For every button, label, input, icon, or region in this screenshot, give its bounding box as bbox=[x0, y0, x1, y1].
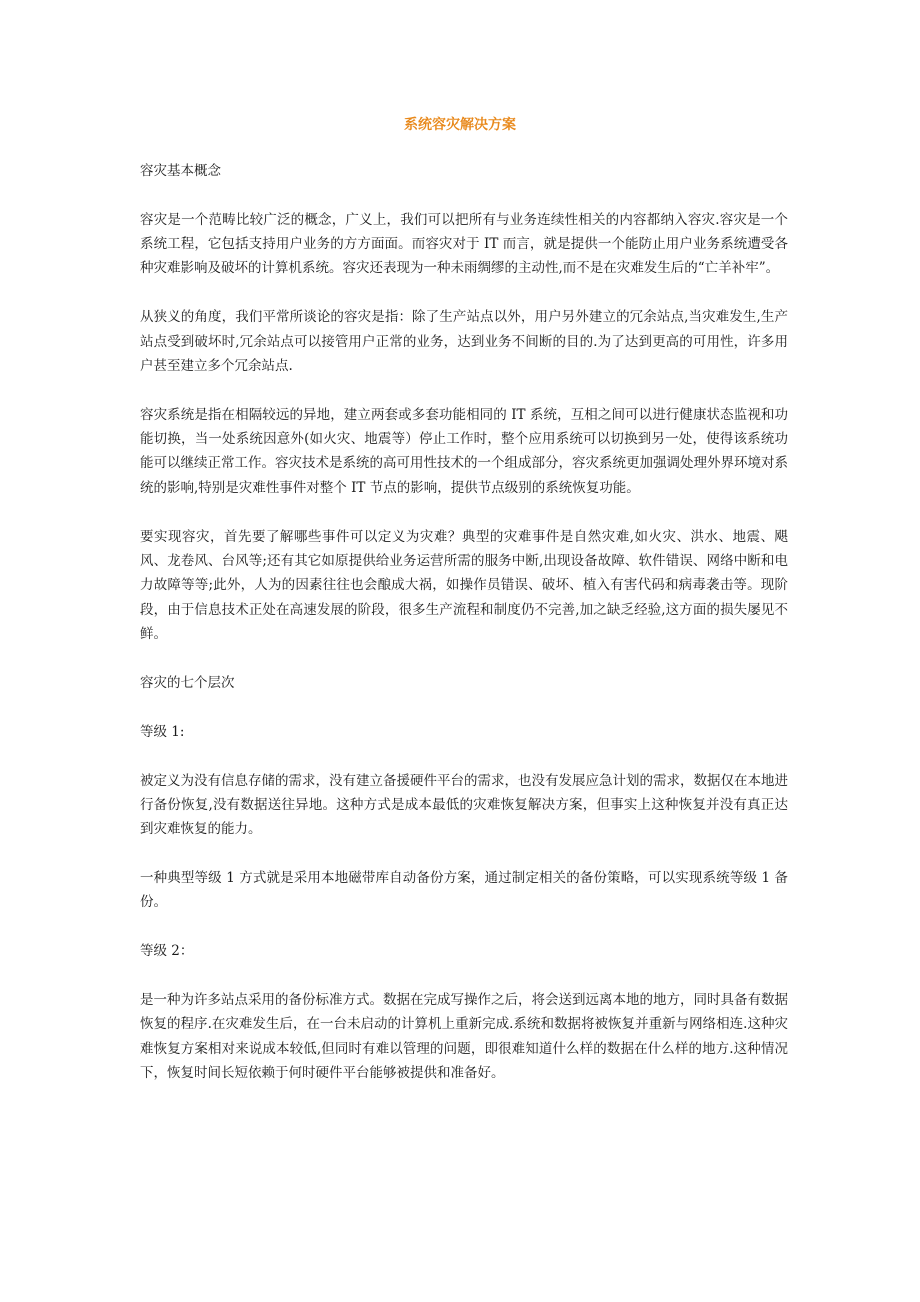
paragraph-broad-definition: 容灾是一个范畴比较广泛的概念，广义上，我们可以把所有与业务连续性相关的内容都纳入容灾.容灾是一个系统工程，它包括支持用户业务的方方面面。而容灾对于 IT 而言，就是提供一个能防止用户业务系统遭受各种灾难影响及破坏的计算机系统。容灾还表现为一种未雨绸缪的主动性,而不是在灾难发生后的“亡羊补牢”。 bbox=[140, 211, 788, 277]
level-1-heading: 等级 1: bbox=[140, 723, 185, 740]
document-title: 系统容灾解决方案 bbox=[404, 117, 516, 133]
section-heading-concept: 容灾基本概念 bbox=[140, 163, 221, 179]
paragraph-disaster-events: 要实现容灾，首先要了解哪些事件可以定义为灾难？典型的灾难事件是自然灾难,如火灾、洪水、地震、飓风、龙卷风、台风等;还有其它如原提供给业务运营所需的服务中断,出现设备故障、软件错误、网络中断和电力故障等等;此外，人为的因素往往也会酿成大祸，如操作员错误、破坏、植入有害代码和病毒袭击等。现阶段，由于信息技术正处在高速发展的阶段，很多生产流程和制度仍不完善,加之缺乏经验,这方面的损失屡见不鲜。 bbox=[140, 528, 788, 642]
paragraph-level-1-example: 一种典型等级 1 方式就是采用本地磁带库自动备份方案，通过制定相关的备份策略，可以实现系统等级 1 备份。 bbox=[140, 869, 788, 911]
section-heading-seven-levels: 容灾的七个层次 bbox=[140, 674, 235, 691]
level-2-heading: 等级 2： bbox=[140, 943, 194, 960]
paragraph-level-1-definition: 被定义为没有信息存储的需求，没有建立备援硬件平台的需求，也没有发展应急计划的需求，数据仅在本地进行备份恢复,没有数据送往异地。这种方式是成本最低的灾难恢复解决方案，但事实上这种恢复并没有真正达到灾难恢复的能力。 bbox=[140, 772, 788, 838]
paragraph-narrow-definition: 从狭义的角度，我们平常所谈论的容灾是指：除了生产站点以外，用户另外建立的冗余站点,当灾难发生,生产站点受到破坏时,冗余站点可以接管用户正常的业务，达到业务不间断的目的.为了达到更高的可用性，许多用户甚至建立多个冗余站点. bbox=[140, 309, 788, 374]
paragraph-dr-system: 容灾系统是指在相隔较远的异地，建立两套或多套功能相同的 IT 系统，互相之间可以进行健康状态监视和功能切换，当一处系统因意外(如火灾、地震等）停止工作时，整个应用系统可以切换到另一处，使得该系统功能可以继续正常工作。容灾技术是系统的高可用性技术的一个组成部分，容灾系统更加强调处理外界环境对系统的影响,特别是灾难性事件对整个 IT 节点的影响，提供节点级别的系统恢复功能。 bbox=[140, 406, 788, 496]
document-body bbox=[140, 159, 788, 1110]
paragraph-level-2-definition: 是一种为许多站点采用的备份标准方式。数据在完成写操作之后，将会送到远离本地的地方，同时具备有数据恢复的程序.在灾难发生后，在一台未启动的计算机上重新完成.系统和数据将被恢复并重新与网络相连.这种灾难恢复方案相对来说成本较低,但同时有难以管理的问题，即很难知道什么样的数据在什么样的地方.这种情况下，恢复时间长短依赖于何时硬件平台能够被提供和准备好。 bbox=[140, 992, 788, 1081]
